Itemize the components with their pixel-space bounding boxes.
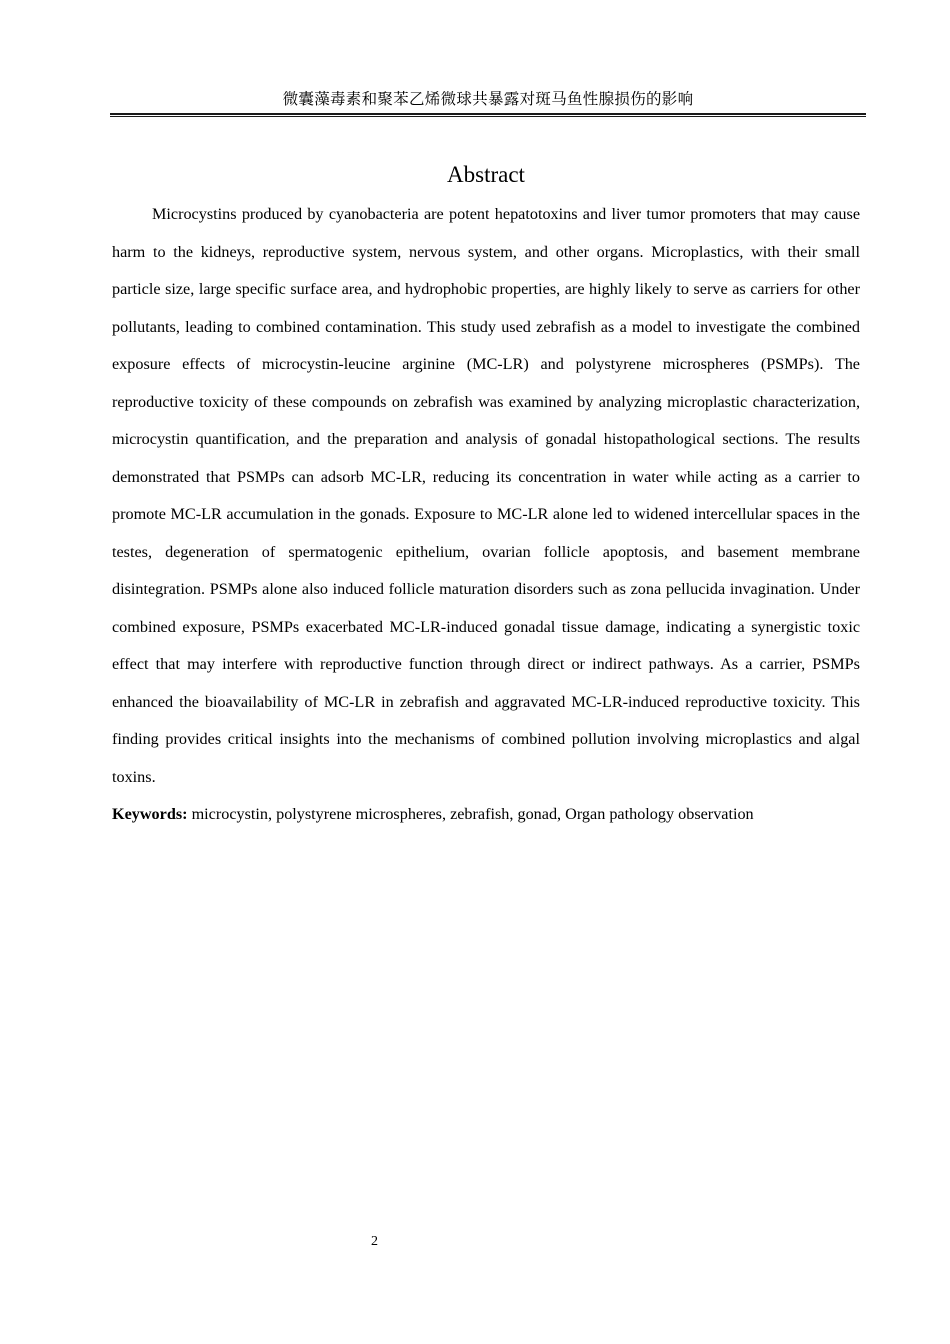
header-divider-rule bbox=[110, 113, 866, 117]
keywords-value: microcystin, polystyrene microspheres, zebrafish, gonad, Organ pathology observation bbox=[191, 805, 754, 823]
running-header-title: 微囊藻毒素和聚苯乙烯微球共暴露对斑马鱼性腺损伤的影响 bbox=[282, 90, 694, 108]
keywords-paragraph bbox=[112, 796, 860, 834]
abstract-body-block bbox=[112, 196, 860, 834]
running-header bbox=[110, 88, 866, 117]
page-title: Abstract bbox=[447, 162, 525, 188]
keywords-label: Keywords: bbox=[112, 805, 188, 823]
abstract-paragraph: Microcystins produced by cyanobacteria are potent hepatotoxins and liver tumor promoters that may cause harm to the kidneys, reproductive system, nervous system, and other organs. Microplastics, with their small particle size, large specific surface area, and hydrophobic properties, are highly likely to serve as carriers for other pollutants, leading to combined contamination. This study used zebrafish as a model to investigate the combined exposure effects of microcystin-leucine arginine (MC-LR) and polystyrene microspheres (PSMPs). The reproductive toxicity of these compounds on zebrafish was examined by analyzing microplastic characterization, microcystin quantification, and the preparation and analysis of gonadal histopathological sections. The results demonstrated that PSMPs can adsorb MC-LR, reducing its concentration in water while acting as a carrier to promote MC-LR accumulation in the gonads. Exposure to MC-LR alone led to widened intercellular spaces in the testes, degeneration of spermatogenic epithelium, ovarian follicle apoptosis, and basement membrane disintegration. PSMPs alone also induced follicle maturation disorders such as zona pellucida invagination. Under combined exposure, PSMPs exacerbated MC-LR-induced gonadal tissue damage, indicating a synergistic toxic effect that may interfere with reproductive function through direct or indirect pathways. As a carrier, PSMPs enhanced the bioavailability of MC-LR in zebrafish and aggravated MC-LR-induced reproductive toxicity. This finding provides critical insights into the mechanisms of combined pollution involving microplastics and algal toxins. bbox=[112, 205, 860, 786]
footer-page-number: 2 bbox=[371, 1234, 378, 1249]
